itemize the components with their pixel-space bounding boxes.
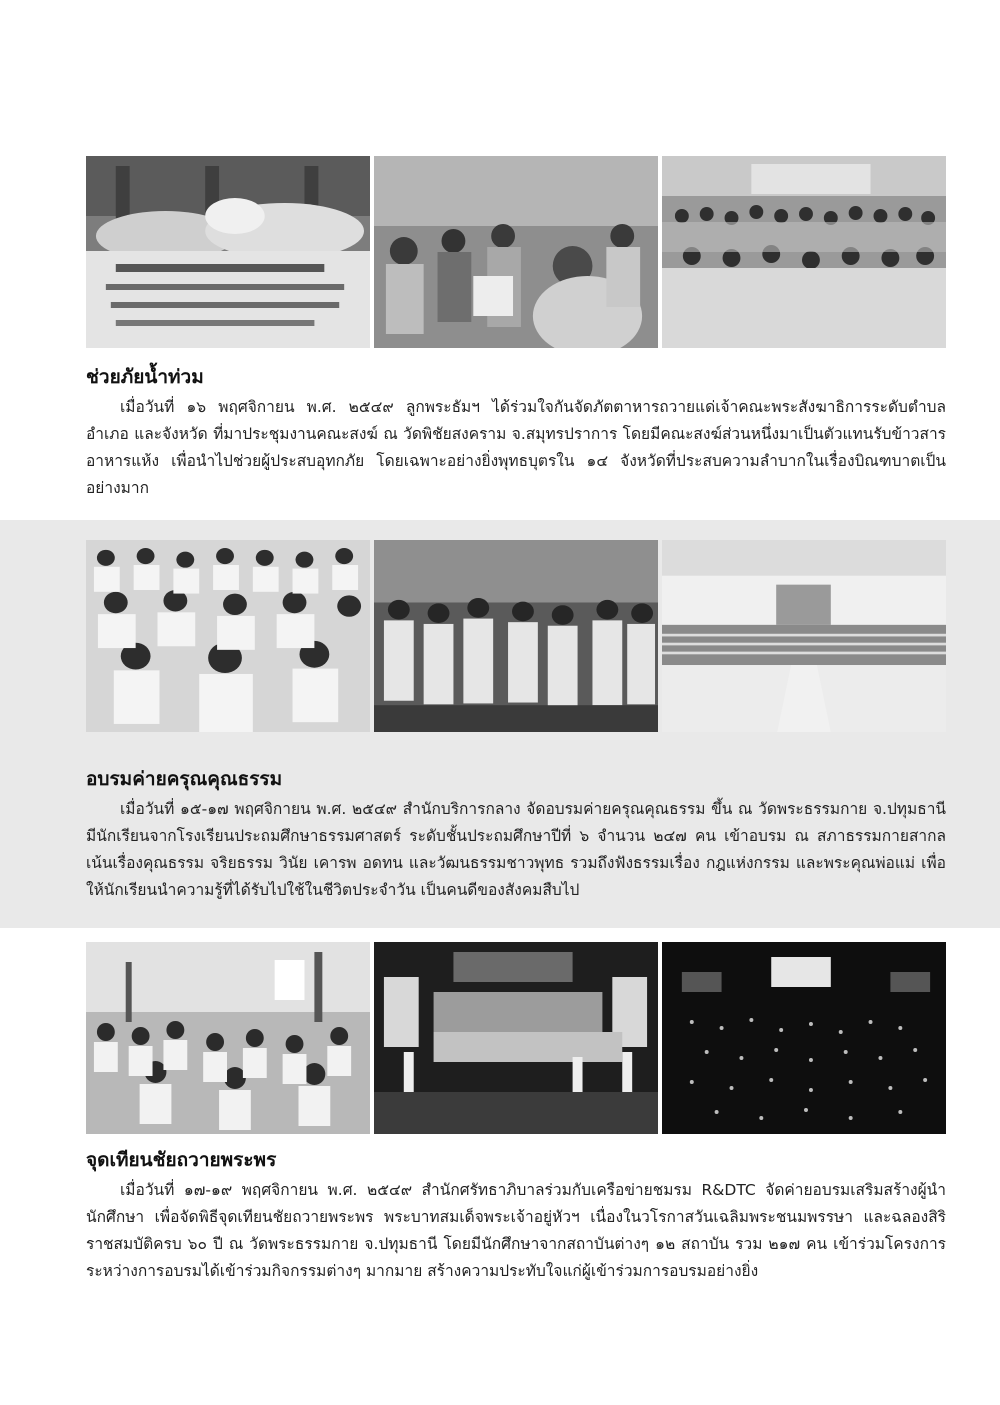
photo-students-meditating bbox=[86, 540, 370, 732]
photo-students-outdoor bbox=[86, 942, 370, 1134]
section-body-candle-lighting: เมื่อวันที่ ๑๗-๑๙ พฤศจิกายน พ.ศ. ๒๕๔๙ สำนักศรัทธาภิบาลร่วมกับเครือข่ายชมรม R&DTC จัดค่ายอบรมเสริมสร้างผู้นำนักศึกษา เพื่อจัดพิธีจุดเทียนชัยถวายพระพร พระบาทสมเด็จพระเจ้าอยู่หัวฯ เนื่องในวโรกาสวันเฉลิมพระชนมพรรษา และฉลองสิริราชสมบัติครบ ๖๐ ปี ณ วัดพระธรรมกาย จ.ปทุมธานี โดยมีนักศึกษาจากสถาบันต่างๆ ๑๒ สถาบัน รวม ๒๑๗ คน เข้าร่วมโครงการ ระหว่างการอบรมได้เข้าร่วมกิจกรรมต่างๆ มากมาย สร้างความประทับใจแก่ผู้เข้าร่วมการอบรมอย่างยิ่ง bbox=[86, 1181, 946, 1280]
photo-row-candle-lighting bbox=[86, 942, 946, 1134]
photo-stage-ceremony bbox=[374, 942, 658, 1134]
section-body-morality-camp: เมื่อวันที่ ๑๕-๑๗ พฤศจิกายน พ.ศ. ๒๕๔๙ สำนักบริการกลาง จัดอบรมค่ายครุณคุณธรรม ขึ้น ณ วัดพระธรรมกาย จ.ปทุมธานี มีนักเรียนจากโรงเรียนประถมศึกษาธรรมศาสตร์ ระดับชั้นประถมศึกษาปีที่ ๖ จำนวน ๒๔๗ คน เข้าอบรม ณ สภาธรรมกายสากล เน้นเรื่องคุณธรรม จริยธรรม วินัย เคารพ อดทน และวัฒนธรรมชาวพุทธ รวมถึงฟังธรรมเรื่อง กฎแห่งกรรม และพระคุณพ่อแม่ เพื่อให้นักเรียนนำความรู้ที่ได้รับไปใช้ในชีวิตประจำวัน เป็นคนดีของสังคมสืบไป bbox=[86, 800, 946, 899]
photo-row-morality-camp bbox=[86, 540, 946, 732]
section-title-candle-lighting: จุดเทียนชัยถวายพระพร bbox=[86, 1149, 277, 1171]
photo-group-gathering bbox=[662, 156, 946, 348]
photo-monks-receiving bbox=[374, 156, 658, 348]
section-title-flood-relief: ช่วยภัยน้ำท่วม bbox=[86, 366, 204, 388]
photo-row-flood-relief bbox=[86, 156, 946, 348]
section-title-morality-camp: อบรมค่ายครุณคุณธรรม bbox=[86, 768, 283, 790]
section-body-flood-relief: เมื่อวันที่ ๑๖ พฤศจิกายน พ.ศ. ๒๕๔๙ ลูกพระธัมฯ ได้ร่วมใจกันจัดภัตตาหารถวายแด่เจ้าคณะพระสังฆาธิการระดับตำบล อำเภอ และจังหวัด ที่มาประชุมงานคณะสงฆ์ ณ วัดพิชัยสงคราม จ.สมุทรปราการ โดยมีคณะสงฆ์ส่วนหนึ่งมาเป็นตัวแทนรับข้าวสารอาหารแห้ง เพื่อนำไปช่วยผู้ประสบอุทกภัย โดยเฉพาะอย่างยิ่งพุทธบุตรใน ๑๔ จังหวัดที่ประสบความลำบากในเรื่องบิณฑบาตเป็นอย่างมาก bbox=[86, 398, 946, 497]
photo-assembly-hall bbox=[662, 540, 946, 732]
photo-students-standing bbox=[374, 540, 658, 732]
photo-candle-crowd bbox=[662, 942, 946, 1134]
photo-donated-supplies bbox=[86, 156, 370, 348]
